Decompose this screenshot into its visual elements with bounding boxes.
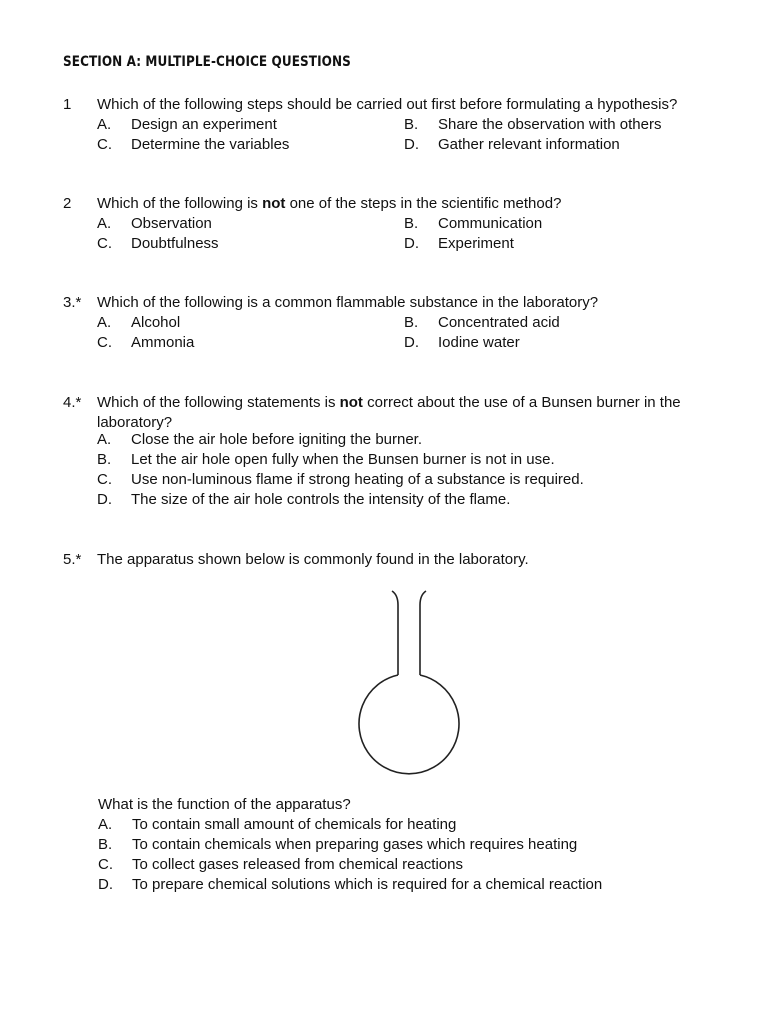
question-text-part: Which of the following is	[97, 195, 263, 212]
option-letter: B.	[404, 116, 419, 133]
option-letter: A.	[98, 816, 113, 833]
option-text: Design an experiment	[131, 116, 277, 133]
option-letter: A.	[97, 314, 112, 331]
question-number: 1	[63, 96, 72, 113]
question-text	[97, 194, 722, 214]
option-text: Concentrated acid	[438, 314, 560, 331]
option-text: To prepare chemical solutions which is required for a chemical reaction	[132, 876, 603, 893]
sub-question-text: What is the function of the apparatus?	[98, 796, 351, 813]
option-letter: C.	[97, 471, 112, 488]
option-letter: A.	[97, 116, 112, 133]
question-text: The apparatus shown below is commonly found in the laboratory.	[97, 551, 529, 568]
option-letter: D.	[98, 876, 113, 893]
question-number: 3.*	[63, 294, 82, 311]
question-text	[97, 393, 722, 433]
option-text: Determine the variables	[131, 136, 290, 153]
question-text-part: one of the steps in the scientific method?	[285, 195, 562, 212]
option-text: Observation	[131, 215, 212, 232]
question-text-part: Which of the following statements is	[97, 394, 340, 411]
option-letter: C.	[98, 856, 113, 873]
round-bottom-flask-diagram	[340, 583, 470, 778]
option-text: Close the air hole before igniting the burner.	[131, 431, 423, 448]
option-text: Communication	[438, 215, 543, 232]
option-letter: D.	[404, 334, 419, 351]
question-number: 4.*	[63, 394, 82, 411]
option-text: Experiment	[438, 235, 514, 252]
option-text: Alcohol	[131, 314, 181, 331]
section-title: SECTION A: MULTIPLE-CHOICE QUESTIONS	[63, 54, 351, 70]
option-text: Iodine water	[438, 334, 520, 351]
option-text: Let the air hole open fully when the Bunsen burner is not in use.	[131, 451, 555, 468]
option-text: Share the observation with others	[438, 116, 662, 133]
option-text: To contain chemicals when preparing gases which requires heating	[132, 836, 578, 853]
option-text: Use non-luminous flame if strong heating of a substance is required.	[131, 471, 584, 488]
option-letter: B.	[404, 314, 419, 331]
option-text: To contain small amount of chemicals for heating	[132, 816, 457, 833]
option-letter: D.	[97, 491, 112, 508]
option-letter: B.	[404, 215, 419, 232]
option-letter: D.	[404, 235, 419, 252]
option-letter: B.	[98, 836, 113, 853]
option-text: To collect gases released from chemical reactions	[132, 856, 463, 873]
question-text-emphasis: not	[339, 394, 363, 411]
option-text: Gather relevant information	[438, 136, 620, 153]
option-letter: B.	[97, 451, 112, 468]
question-number: 2	[63, 195, 72, 212]
question-text: Which of the following is a common flammable substance in the laboratory?	[97, 294, 599, 311]
option-text: Ammonia	[131, 334, 195, 351]
option-letter: A.	[97, 431, 112, 448]
question-text: Which of the following steps should be carried out first before formulating a hypothesis?	[97, 96, 678, 113]
option-letter: C.	[97, 235, 112, 252]
question-number: 5.*	[63, 551, 82, 568]
option-text: The size of the air hole controls the intensity of the flame.	[131, 491, 511, 508]
option-text: Doubtfulness	[131, 235, 219, 252]
option-letter: C.	[97, 136, 112, 153]
option-letter: D.	[404, 136, 419, 153]
question-text-emphasis: not	[262, 195, 286, 212]
question-text-part: correct about the use of a Bunsen burner in the laboratory?	[97, 394, 681, 431]
option-letter: A.	[97, 215, 112, 232]
option-letter: C.	[97, 334, 112, 351]
